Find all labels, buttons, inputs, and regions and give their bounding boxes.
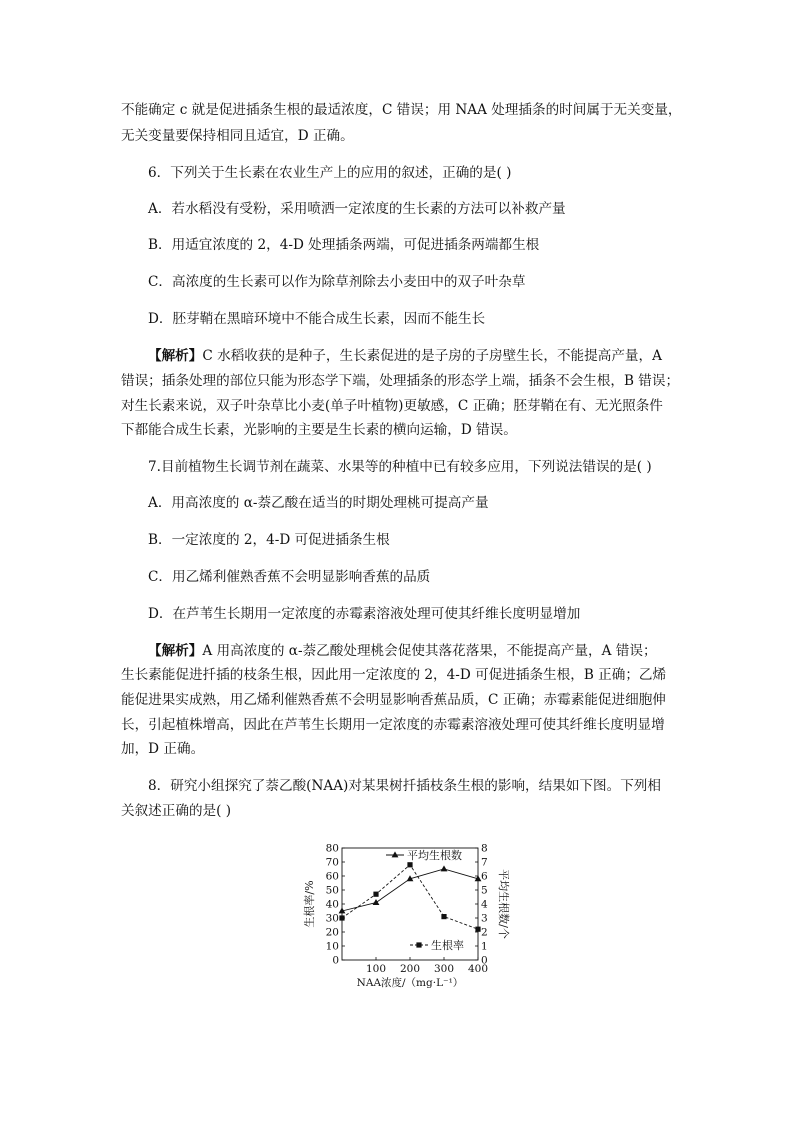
- q7-analysis-line-1: [148, 642, 657, 660]
- q7-option-c: C．用乙烯利催熟香蕉不会明显影响香蕉的品质: [148, 569, 431, 585]
- x-tick-label: 300: [433, 963, 455, 975]
- intro-line-2: 无关变量要保持相同且适宜，D 正确。: [121, 128, 354, 144]
- q7-option-d: D．在芦苇生长期用一定浓度的赤霉素溶液处理可使其纤维长度明显增加: [148, 606, 581, 622]
- y-right-tick-label: 1: [481, 940, 488, 953]
- y-right-tick-label: 2: [481, 926, 488, 939]
- y-right-tick-label: 7: [481, 856, 488, 869]
- y-right-tick-label: 3: [481, 912, 488, 925]
- square-point: [373, 892, 378, 897]
- q7-option-b: B．一定浓度的 2，4-D 可促进插条生根: [148, 532, 390, 548]
- y-left-tick-label: 70: [325, 856, 339, 869]
- y-left-tick-label: 30: [325, 912, 339, 925]
- q6-option-a: A．若水稻没有受粉，采用喷洒一定浓度的生长素的方法可以补救产量: [148, 201, 566, 217]
- y-left-axis-label: 生根率/%: [303, 880, 316, 928]
- q6-option-b: B．用适宜浓度的 2，4-D 处理插条两端，可促进插条两端都生根: [148, 237, 540, 253]
- q7-analysis-line-5: 加，D 正确。: [121, 741, 205, 757]
- y-left-tick-label: 0: [332, 954, 339, 967]
- y-left-tick-label: 50: [325, 884, 339, 897]
- q6-option-c: C．高浓度的生长素可以作为除草剂除去小麦田中的双子叶杂草: [148, 274, 526, 290]
- chart-series: [339, 862, 482, 932]
- q6-analysis-text-1: C 水稻收获的是种子，生长素促进的是子房的子房壁生长，不能提高产量，A: [202, 348, 662, 364]
- legend-label-square: 生根率: [431, 939, 464, 952]
- y-right-tick-label: 6: [481, 870, 488, 883]
- legend-marker-square: [416, 942, 421, 947]
- x-tick-label: 200: [399, 963, 421, 975]
- y-left-tick-label: 60: [325, 870, 339, 883]
- square-point: [339, 915, 344, 920]
- y-left-tick-label: 40: [325, 898, 339, 911]
- x-axis-label: NAA浓度/（mg·L⁻¹）: [356, 977, 464, 989]
- legend-label-triangle: 平均生根数: [407, 849, 462, 862]
- q6-option-d: D．胚芽鞘在黑暗环境中不能合成生长素，因而不能生长: [148, 311, 486, 327]
- q8-stem-line-2: 关叙述正确的是( ): [121, 803, 232, 819]
- y-left-tick-label: 10: [325, 940, 339, 953]
- y-left-tick-label: 20: [325, 926, 339, 939]
- legend-marker-triangle: [392, 851, 399, 857]
- x-tick-label: 100: [365, 963, 387, 975]
- square-point: [441, 914, 446, 919]
- q7-analysis-line-3: 能促进果实成熟，用乙烯利催熟香蕉不会明显影响香蕉品质，C 正确；赤霉素能促进细胞伸: [121, 692, 666, 708]
- q6-analysis-line-4: 下都能合成生长素，光影响的主要是生长素的横向运输，D 错误。: [121, 422, 517, 438]
- q7-option-a: A．用高浓度的 α-萘乙酸在适当的时期处理桃可提高产量: [148, 495, 489, 511]
- y-left-tick-label: 80: [325, 842, 339, 855]
- q6-analysis-tag: 【解析】: [148, 348, 203, 364]
- q6-stem: 6．下列关于生长素在农业生产上的应用的叙述，正确的是( ): [148, 165, 512, 181]
- chart-ticks: [302, 843, 510, 990]
- y-right-tick-label: 5: [481, 884, 488, 897]
- y-right-axis-label: 平均生根数/个: [497, 869, 510, 939]
- square-point: [475, 927, 480, 932]
- q7-analysis-tag: 【解析】: [148, 643, 203, 659]
- q6-analysis-line-3: 对生长素来说，双子叶杂草比小麦(单子叶植物)更敏感，C 正确；胚芽鞘在有、无光照条件: [121, 398, 663, 414]
- q7-analysis-text-1: A 用高浓度的 α-萘乙酸处理桃会促使其落花落果，不能提高产量，A 错误；: [202, 643, 657, 659]
- triangle-point: [441, 865, 448, 871]
- rooting-chart: [300, 838, 510, 998]
- chart-legend: [386, 848, 464, 952]
- y-right-tick-label: 4: [481, 898, 488, 911]
- series-line-square: [342, 865, 478, 929]
- intro-line-1: 不能确定 c 就是促进插条生根的最适浓度，C 错误；用 NAA 处理插条的时间属于无关变量，: [121, 102, 682, 118]
- q7-analysis-line-4: 长，引起植株增高，因此在芦苇生长期用一定浓度的赤霉素溶液处理可使其纤维长度明显增: [121, 717, 665, 733]
- y-right-tick-label: 8: [481, 842, 488, 855]
- q8-stem-line-1: 8．研究小组探究了萘乙酸(NAA)对某果树扦插枝条生根的影响，结果如下图。下列相: [148, 778, 661, 794]
- q6-analysis-line-1: [148, 347, 662, 365]
- q6-analysis-line-2: 错误；插条处理的部位只能为形态学下端，处理插条的形态学上端，插条不会生根，B 错误；: [121, 373, 680, 389]
- q7-stem: 7.目前植物生长调节剂在蔬菜、水果等的种植中已有较多应用，下列说法错误的是( ): [148, 459, 652, 475]
- x-tick-label: 400: [467, 963, 489, 975]
- q7-analysis-line-2: 生长素能促进扦插的枝条生根，因此用一定浓度的 2，4-D 可促进插条生根，B 正确；乙烯: [121, 667, 667, 683]
- triangle-point: [373, 899, 380, 905]
- square-point: [407, 862, 412, 867]
- y-right-tick-label: 0: [481, 954, 488, 967]
